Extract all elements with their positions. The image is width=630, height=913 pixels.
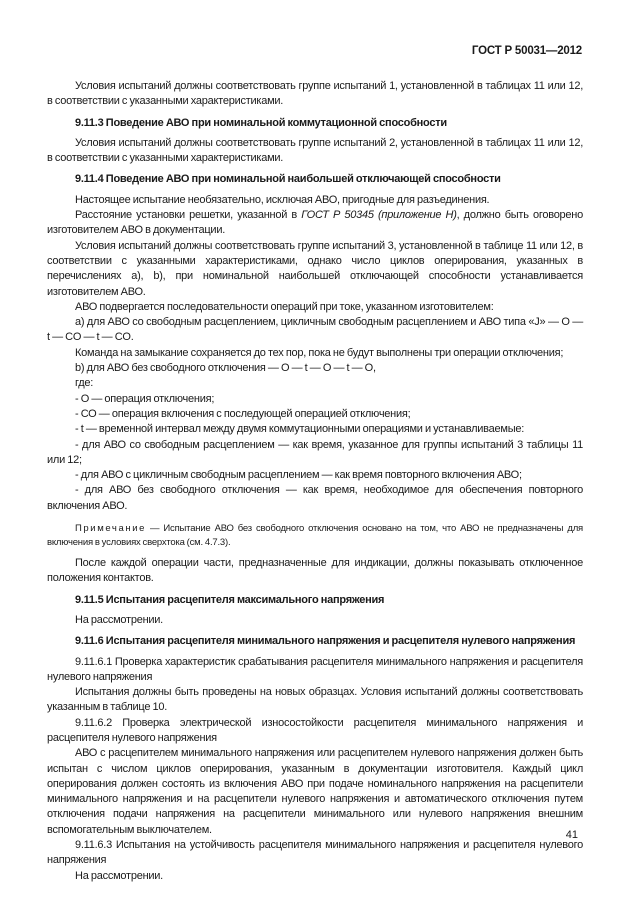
standard-reference-link: ГОСТ Р 50345 (приложение Н) (301, 209, 457, 222)
paragraph: Команда на замыкание сохраняется до тех пор, пока не будут выполнены три операции отключения; (75, 346, 564, 359)
paragraph: Настоящее испытание необязательно, исключая АВО, пригодные для разъединения. (75, 193, 490, 206)
definition-item: - для АВО со свободным расцеплением — как время, указанное для группы испытаний 3 таблицы 11 или 12; (47, 438, 583, 466)
note (47, 522, 583, 550)
section-heading-9-11-5: 9.11.5 Испытания расцепителя максимального напряжения (75, 593, 385, 606)
section-heading-9-11-4: 9.11.4 Поведение АВО при номинальной наибольшей отключающей способности (75, 173, 501, 186)
paragraph: Испытания должны быть проведены на новых образцах. Условия испытаний должны соответствовать указанным в таблице 10. (47, 686, 583, 714)
paragraph: 9.11.6.2 Проверка электрической износостойкости расцепителя минимального напряжения и расцепителя нулевого напряжения (47, 716, 583, 744)
standard-header: ГОСТ Р 50031—2012 (471, 45, 582, 57)
paragraph: На рассмотрении. (75, 613, 163, 626)
list-item-b: b) для АВО без свободного отключения — О — t — О — t — О, (75, 362, 376, 375)
definition-item: - СО — операция включения с последующей операцией отключения; (75, 407, 411, 420)
note-label: Примечание (75, 523, 146, 535)
page-body (47, 79, 583, 884)
page-number: 41 (565, 829, 578, 841)
paragraph: АВО подвергается последовательности операций при токе, указанном изготовителем: (75, 300, 494, 313)
paragraph: Условия испытаний должны соответствовать группе испытаний 2, установленной в таблицах 11 или 12, в соответствии с указанными характеристиками. (47, 136, 583, 165)
section-heading-9-11-3: 9.11.3 Поведение АВО при номинальной коммутационной способности (75, 116, 447, 129)
note-text: — Испытание АВО без свободного отключения основано на том, что АВО не предназначены для включения в условиях сверхтока (см. 4.7.3). (47, 523, 583, 549)
section-heading-9-11-6: 9.11.6 Испытания расцепителя минимального напряжения и расцепителя нулевого напряжения (75, 635, 576, 648)
definition-item: - для АВО без свободного отключения — как время, необходимое для обеспечения повторного включения АВО. (47, 484, 583, 512)
paragraph: Условия испытаний должны соответствовать группе испытаний 3, установленной в таблице 11 или 12, в соответствии с указанными характеристиками, однако число циклов оперирования, указанных в перечислениях а), b), при номинальной наибольшей отключающей способности устанавливается изготовителем АВО. (47, 239, 583, 298)
list-item-a: а) для АВО со свободным расцеплением, цикличным свободным расцеплением и АВО типа «J» — О — t — CO — t — CO. (47, 316, 583, 344)
definition-item: - для АВО с цикличным свободным расцеплением — как время повторного включения АВО; (75, 469, 522, 482)
paragraph: 9.11.6.1 Проверка характеристик срабатывания расцепителя минимального напряжения и расцепителя нулевого напряжения (47, 655, 583, 683)
definition-item: - t — временной интервал между двумя коммутационными операциями и устанавливаемые: (75, 423, 525, 436)
paragraph: После каждой операции части, предназначенные для индикации, должны показывать отключенное положения контактов. (47, 557, 583, 585)
paragraph-text: , должно быть оговорено изготовителем АВО в документации. (47, 209, 583, 237)
paragraph: Условия испытаний должны соответствовать группе испытаний 1, установленной в таблицах 11 или 12, в соответствии с указанными характеристиками. (47, 80, 583, 108)
paragraph-with-reference (47, 208, 583, 239)
paragraph: где: (75, 377, 94, 390)
definition-item: - О — операция отключения; (75, 392, 215, 405)
paragraph: На рассмотрении. (75, 869, 163, 882)
paragraph: АВО с расцепителем минимального напряжения или расцепителем нулевого напряжения должен быть испытан с числом циклов оперирования, указанным в документации изготовителя. Каждый цикл оперирования должен состоять из включения АВО при подаче номинального напряжения на расцепители минимального напряжения и на расцепители нулевого напряжения и автоматического отключения путем отключения подачи напряжения на расцепители минимального или нулевого напряжения внешним вспомогательным выключателем. (47, 747, 583, 836)
paragraph: 9.11.6.3 Испытания на устойчивость расцепителя минимального напряжения и расцепителя нулевого напряжения (47, 839, 583, 867)
paragraph-text: Расстояние установки решетки, указанной в (75, 209, 302, 222)
